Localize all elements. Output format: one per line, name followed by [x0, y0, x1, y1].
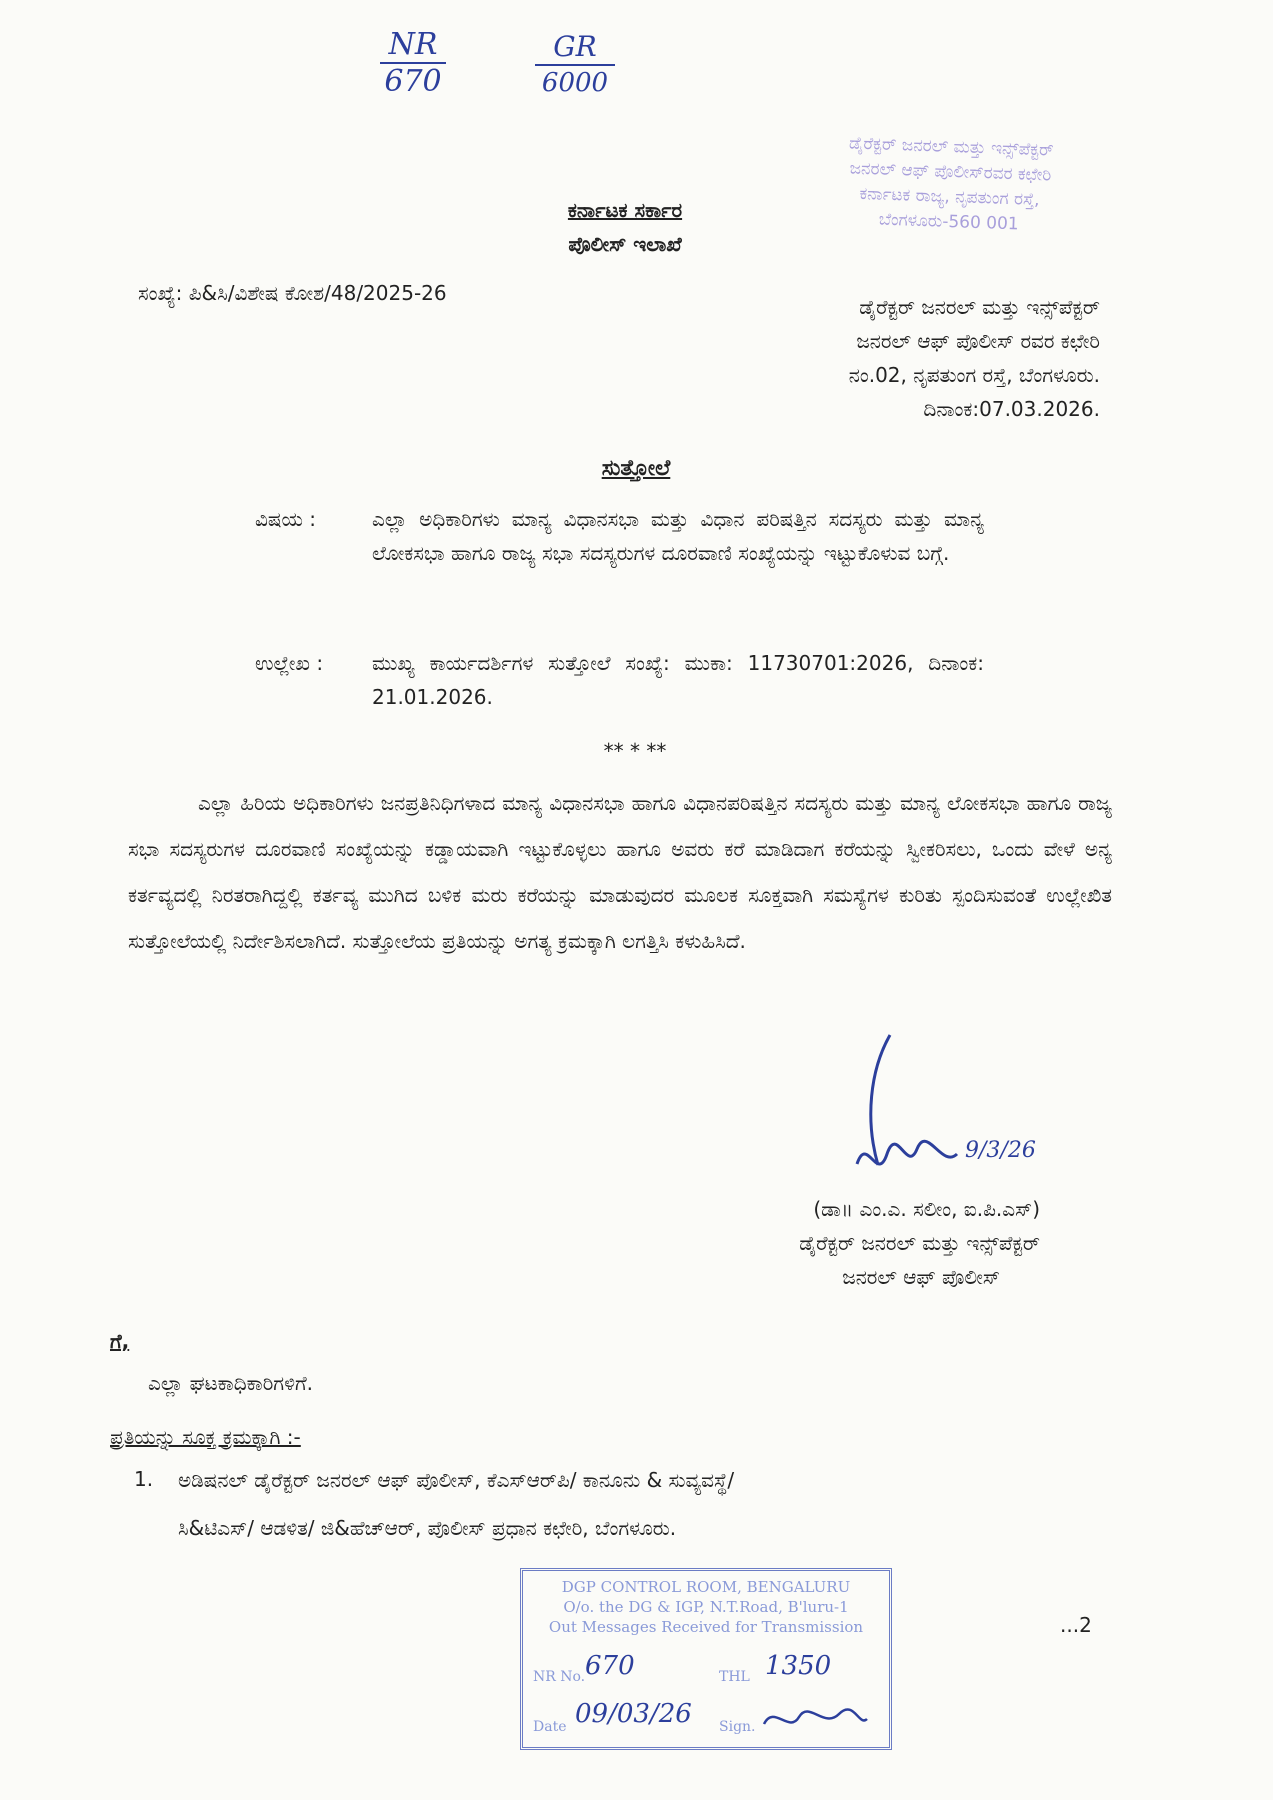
- copy-label: ಪ್ರತಿಯನ್ನು ಸೂಕ್ತ ಕ್ರಮಕ್ಕಾಗಿ :-: [110, 1425, 301, 1449]
- to-label: ಗೆ,: [110, 1329, 130, 1353]
- stamp-signature: [759, 1699, 869, 1739]
- stamp-nr-value: 670: [585, 1651, 635, 1681]
- subject-text: ಎಲ್ಲಾ ಅಧಿಕಾರಿಗಳು ಮಾನ್ಯ ವಿಧಾನಸಭಾ ಮತ್ತು ವಿಧಾನ ಪರಿಷತ್ತಿನ ಸದಸ್ಯರು ಮತ್ತು ಮಾನ್ಯ ಲೋಕಸಭಾ ಹಾಗೂ ರಾಜ್ಯ ಸಭಾ ಸದಸ್ಯರುಗಳ ದೂರವಾಣಿ ಸಂಖ್ಯೆಯನ್ನು ಇಟ್ಟುಕೊಳುವ ಬಗ್ಗೆ.: [372, 507, 984, 565]
- separator: ** * **: [603, 739, 667, 763]
- signatory-block: (ಡಾ॥ ಎಂ.ಎ. ಸಲೀಂ, ಐ.ಪಿ.ಎಸ್) ಡೈರೆಕ್ಟರ್ ಜನರಲ್ ಮತ್ತು ಇನ್ಸ್‌ಪೆಕ್ಟರ್ ಜನರಲ್ ಆಫ್ ಪೊಲೀಸ್: [600, 1192, 1040, 1294]
- page-title: ಸುತ್ತೋಲೆ: [601, 456, 671, 481]
- copy-item: ಅಡಿಷನಲ್ ಡೈರೆಕ್ಟರ್ ಜನರಲ್ ಆಫ್ ಪೊಲೀಸ್, ಕೆಎಸ್‌ಆರ್‌ಪಿ/ ಕಾನೂನು & ಸುವ್ಯವಸ್ಥೆ/ ಸಿ&ಟಿಎಸ್/ ಆಡಳಿತ/ ಜಿ&ಹೆಚ್‌ಆರ್, ಪೊಲೀಸ್ ಪ್ರಧಾನ ಕಛೇರಿ, ಬೆಂಗಳೂರು.: [178, 1468, 735, 1540]
- reference-text: ಮುಖ್ಯ ಕಾರ್ಯದರ್ಶಿಗಳ ಸುತ್ತೋಲೆ ಸಂಖ್ಯೆ: ಮುಕಾ: 11730701:2026, ದಿನಾಂಕ: 21.01.2026.: [372, 651, 984, 709]
- handwritten-gr-annotation: GR 6000: [530, 30, 620, 100]
- document-page: NR 670 GR 6000 ಡೈರೆಕ್ಟರ್ ಜನರಲ್ ಮತ್ತು ಇನ್ಸ್‌ಪೆಕ್ಟರ್ ಜನರಲ್ ಆಫ್ ಪೊಲೀಸ್‌ರವರ ಕಛೇರಿ ಕರ್ನಾಟಕ ರಾಜ್ಯ, ನೃಪತುಂಗ ರಸ್ತೆ, ಬೆಂಗಳೂರು-560 001 ಕರ್ನಾಟಕ ಸರ್ಕಾರ ಪೊಲೀಸ್ ಇಲಾಖೆ ಸಂಖ್ಯೆ: ಪಿ&ಸಿ/ವಿಶೇಷ ಕೋಶ/48/2025-26 ಡೈರೆಕ್ಟರ್ ಜನರಲ್ ಮತ್ತು ಇನ್ಸ್‌ಪೆಕ್ಟರ್ ಜನರಲ್ ಆಫ್ ಪೊಲೀಸ್ ರವರ ಕಛೇರಿ ನಂ.02, ನೃಪತುಂಗ ರಸ್ತೆ, ಬೆಂಗಳೂರು. ದಿನಾಂಕ:07.03.2026. ಸುತ್ತೋಲೆ ವಿಷಯ : ಎಲ್ಲಾ ಅಧಿಕಾರಿಗಳು ಮಾನ್ಯ ವಿಧಾನಸಭಾ ಮತ್ತು ವಿಧಾನ ಪರಿಷತ್ತಿನ ಸದಸ್ಯರು ಮತ್ತು ಮಾನ್ಯ ಲೋಕಸಭಾ ಹಾಗೂ ರಾಜ್ಯ ಸಭಾ ಸದಸ್ಯರುಗಳ ದೂರವಾಣಿ ಸಂಖ್ಯೆಯನ್ನು ಇಟ್ಟುಕೊಳುವ ಬಗ್ಗೆ. ಉಲ್ಲೇಖ : ಮುಖ್ಯ ಕಾರ್ಯದರ್ಶಿಗಳ ಸುತ್ತೋಲೆ ಸಂಖ್ಯೆ: ಮುಕಾ: 11730701:2026, ದಿನಾಂಕ: 21.01.2026. ** * ** ಎಲ್ಲಾ ಹಿರಿಯ ಅಧಿಕಾರಿಗಳು ಜನಪ್ರತಿನಿಧಿಗಳಾದ ಮಾನ್ಯ ವಿಧಾನಸಭಾ ಹಾಗೂ ವಿಧಾನಪರಿಷತ್ತಿನ ಸದಸ್ಯರು ಮತ್ತು ಮಾನ್ಯ ಲೋಕಸಭಾ ಹಾಗೂ ರಾಜ್ಯ ಸಭಾ ಸದಸ್ಯರುಗಳ ದೂರವಾಣಿ ಸಂಖ್ಯೆಯನ್ನು ಕಡ್ಡಾಯವಾಗಿ ಇಟ್ಟುಕೊಳ್ಳಲು ಹಾಗೂ ಅವರು ಕರೆ ಮಾಡಿದಾಗ ಕರೆಯನ್ನು ಸ್ವೀಕರಿಸಲು, ಒಂದು ವೇಳೆ ಅನ್ಯ ಕರ್ತವ್ಯದಲ್ಲಿ ನಿರತರಾಗಿದ್ದಲ್ಲಿ ಕರ್ತವ್ಯ ಮುಗಿದ ಬಳಿಕ ಮರು ಕರೆಯನ್ನು ಮಾಡುವುದರ ಮೂಲಕ ಸೂಕ್ತವಾಗಿ ಸಮಸ್ಯೆಗಳ ಕುರಿತು ಸ್ಪಂದಿಸುವಂತೆ ಉಲ್ಲೇಖಿತ ಸುತ್ತೋಲೆಯಲ್ಲಿ ನಿರ್ದೇಶಿಸಲಾಗಿದೆ. ಸುತ್ತೋಲೆಯ ಪ್ರತಿಯನ್ನು ಅಗತ್ಯ ಕ್ರಮಕ್ಕಾಗಿ ಲಗತ್ತಿಸಿ ಕಳುಹಿಸಿದೆ. 9/3/26 (ಡಾ॥ ಎಂ.ಎ. ಸಲೀಂ, ಐ.ಪಿ.ಎಸ್) ಡೈರೆಕ್ಟರ್ ಜನರಲ್ ಮತ್ತು ಇನ್ಸ್‌ಪೆಕ್ಟರ್ ಜನರಲ್ ಆಫ್ ಪೊಲೀಸ್ ಗೆ, ಎಲ್ಲಾ ಘಟಕಾಧಿಕಾರಿಗಳಿಗೆ. ಪ್ರತಿಯನ್ನು ಸೂಕ್ತ ಕ್ರಮಕ್ಕಾಗಿ :- 1. ಅಡಿಷನಲ್ ಡೈರೆಕ್ಟರ್ ಜನರಲ್ ಆಫ್ ಪೊಲೀಸ್, ಕೆಎಸ್‌ಆರ್‌ಪಿ/ ಕಾನೂನು & ಸುವ್ಯವಸ್ಥೆ/ ಸಿ&ಟಿಎಸ್/ ಆಡಳಿತ/ ಜಿ&ಹೆಚ್‌ಆರ್, ಪೊಲೀಸ್ ಪ್ರಧಾನ ಕಛೇರಿ, ಬೆಂಗಳೂರು. DGP CONTROL ROOM, BENGALURU O/o. the DG & IGP, N.T.Road, B'luru-1 Out Messages Received for Transmission NR No. 670 THL 1350 Date 09/03/26 Sign. ...2: [0, 0, 1273, 1800]
- to-recipient: ಎಲ್ಲಾ ಘಟಕಾಧಿಕಾರಿಗಳಿಗೆ.: [148, 1371, 313, 1395]
- signature-stroke: [860, 1030, 900, 1170]
- circular-date: ದಿನಾಂಕ:07.03.2026.: [923, 397, 1100, 421]
- reference-number: ಸಂಖ್ಯೆ: ಪಿ&ಸಿ/ವಿಶೇಷ ಕೋಶ/48/2025-26: [138, 281, 447, 305]
- subject-label: ವಿಷಯ :: [255, 507, 317, 531]
- page-marker: ...2: [1060, 1613, 1092, 1637]
- body-paragraph: ಎಲ್ಲಾ ಹಿರಿಯ ಅಧಿಕಾರಿಗಳು ಜನಪ್ರತಿನಿಧಿಗಳಾದ ಮಾನ್ಯ ವಿಧಾನಸಭಾ ಹಾಗೂ ವಿಧಾನಪರಿಷತ್ತಿನ ಸದಸ್ಯರು ಮತ್ತು ಮಾನ್ಯ ಲೋಕಸಭಾ ಹಾಗೂ ರಾಜ್ಯ ಸಭಾ ಸದಸ್ಯರುಗಳ ದೂರವಾಣಿ ಸಂಖ್ಯೆಯನ್ನು ಕಡ್ಡಾಯವಾಗಿ ಇಟ್ಟುಕೊಳ್ಳಲು ಹಾಗೂ ಅವರು ಕರೆ ಮಾಡಿದಾಗ ಕರೆಯನ್ನು ಸ್ವೀಕರಿಸಲು, ಒಂದು ವೇಳೆ ಅನ್ಯ ಕರ್ತವ್ಯದಲ್ಲಿ ನಿರತರಾಗಿದ್ದಲ್ಲಿ ಕರ್ತವ್ಯ ಮುಗಿದ ಬಳಿಕ ಮರು ಕರೆಯನ್ನು ಮಾಡುವುದರ ಮೂಲಕ ಸೂಕ್ತವಾಗಿ ಸಮಸ್ಯೆಗಳ ಕುರಿತು ಸ್ಪಂದಿಸುವಂತೆ ಉಲ್ಲೇಖಿತ ಸುತ್ತೋಲೆಯಲ್ಲಿ ನಿರ್ದೇಶಿಸಲಾಗಿದೆ. ಸುತ್ತೋಲೆಯ ಪ್ರತಿಯನ್ನು ಅಗತ್ಯ ಕ್ರಮಕ್ಕಾಗಿ ಲಗತ್ತಿಸಿ ಕಳುಹಿಸಿದೆ.: [128, 791, 1112, 953]
- handwritten-nr-annotation: NR 670: [378, 28, 448, 100]
- signatory-designation: ಡೈರೆಕ್ಟರ್ ಜನರಲ್ ಮತ್ತು ಇನ್ಸ್‌ಪೆಕ್ಟರ್: [799, 1231, 1040, 1255]
- signatory-name: (ಡಾ॥ ಎಂ.ಎ. ಸಲೀಂ, ಐ.ಪಿ.ಎಸ್): [813, 1197, 1040, 1221]
- stamp-thl-value: 1350: [765, 1651, 832, 1681]
- stamp-date-value: 09/03/26: [575, 1699, 692, 1729]
- department-heading: ಪೊಲೀಸ್ ಇಲಾಖೆ: [568, 232, 682, 256]
- office-seal: ಡೈರೆಕ್ಟರ್ ಜನರಲ್ ಮತ್ತು ಇನ್ಸ್‌ಪೆಕ್ಟರ್ ಜನರಲ್ ಆಫ್ ಪೊಲೀಸ್‌ರವರ ಕಛೇರಿ ಕರ್ನಾಟಕ ರಾಜ್ಯ, ನೃಪತುಂಗ ರಸ್ತೆ, ಬೆಂಗಳೂರು-560 001: [848, 133, 1054, 235]
- office-address: ಡೈರೆಕ್ಟರ್ ಜನರಲ್ ಮತ್ತು ಇನ್ಸ್‌ಪೆಕ್ಟರ್ ಜನರಲ್ ಆಫ್ ಪೊಲೀಸ್ ರವರ ಕಛೇರಿ ನಂ.02, ನೃಪತುಂಗ ರಸ್ತೆ, ಬೆಂಗಳೂರು. ದಿನಾಂಕ:07.03.2026.: [600, 290, 1100, 426]
- government-heading: ಕರ್ನಾಟಕ ಸರ್ಕಾರ: [567, 198, 683, 222]
- copy-item-number: 1.: [134, 1467, 154, 1491]
- reference-label: ಉಲ್ಲೇಖ :: [255, 651, 324, 675]
- control-room-stamp: DGP CONTROL ROOM, BENGALURU O/o. the DG & IGP, N.T.Road, B'luru-1 Out Messages Received for Transmission NR No. 670 THL 1350 Date 09/03/26 Sign.: [520, 1568, 892, 1750]
